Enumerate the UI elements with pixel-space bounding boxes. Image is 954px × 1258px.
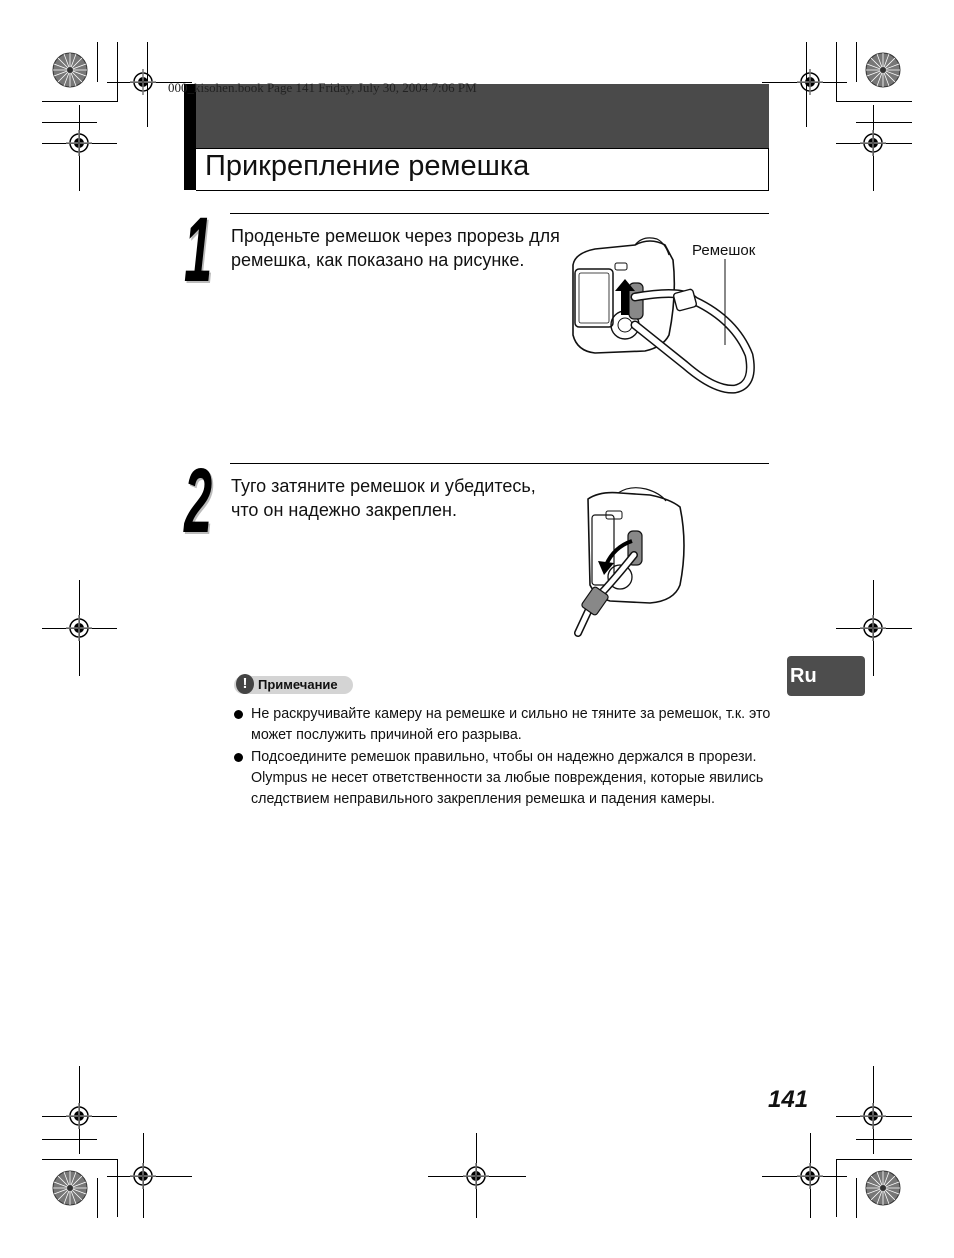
step-1-number: 1 [184, 199, 213, 301]
step-2-number: 2 [184, 450, 213, 552]
note-item-text: Подсоедините ремешок правильно, чтобы он надежно держался в прорези. Olympus не несет ответственности за любые повреждения, которые явились следствием неправильного закрепления ремешка и падения камеры. [251, 749, 764, 807]
bullet-icon [234, 710, 243, 719]
page-title: Прикрепление ремешка [205, 150, 530, 182]
note-label: Примечание [258, 677, 338, 692]
camera-strap-illustration-2 [570, 485, 700, 635]
title-accent-bar [184, 84, 196, 190]
note-list [234, 704, 774, 811]
note-item-text: Не раскручивайте камеру на ремешке и сильно не тяните за ремешок, т.к. это может послужить причиной его разрыва. [251, 706, 771, 743]
note-badge [234, 676, 353, 694]
step-1-text: Проденьте ремешок через прорезь для ремешка, как показано на рисунке. [231, 226, 560, 270]
language-tab: Ru [787, 656, 865, 696]
strap-label: Ремешок [692, 242, 756, 259]
exclamation-icon: ! [236, 674, 254, 694]
file-header: 000_kisohen.book Page 141 Friday, July 30, 2004 7:06 PM [168, 80, 477, 95]
bullet-icon [234, 753, 243, 762]
step-2-text: Туго затяните ремешок и убедитесь, что он надежно закреплен. [231, 476, 536, 520]
note-item [234, 747, 774, 810]
page-number: 141 [768, 1086, 809, 1113]
note-item [234, 704, 774, 746]
step-2-rule [230, 463, 769, 464]
step-1-rule [230, 213, 769, 214]
camera-strap-illustration-1 [565, 235, 765, 405]
